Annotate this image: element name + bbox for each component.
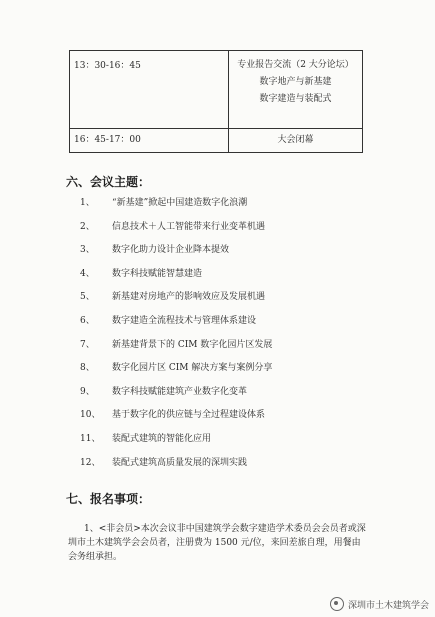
schedule-desc <box>229 129 363 153</box>
topic-text: 装配式建筑的智能化应用 <box>112 433 212 444</box>
topic-text: 新基建背景下的 CIM 数字化园片区发展 <box>112 339 273 350</box>
list-item <box>80 360 272 384</box>
topic-text: 基于数字化的供应链与全过程建设体系 <box>112 410 266 421</box>
topic-num: 2、 <box>80 221 95 232</box>
topic-num: 10、 <box>80 410 101 421</box>
schedule-row <box>70 51 363 129</box>
topic-num: 11、 <box>80 433 101 444</box>
topic-text: 信息技术＋人工智能带来行业变革机遇 <box>112 221 266 232</box>
list-item <box>80 289 272 313</box>
list-item <box>80 455 272 479</box>
topics-list <box>80 195 272 478</box>
schedule-desc <box>229 51 363 129</box>
topic-num: 1、 <box>80 198 95 208</box>
schedule-desc-line: 数字建造与装配式 <box>259 94 332 105</box>
topic-num: 6、 <box>80 315 95 326</box>
schedule-desc-line: 专业报告交流（2 大分论坛） <box>237 60 354 70</box>
wechat-icon <box>330 597 344 611</box>
schedule-desc-line: 大会闭幕 <box>277 135 314 145</box>
topic-num: 12、 <box>80 457 101 468</box>
topic-num: 3、 <box>80 245 95 256</box>
topic-text: 数字化园片区 CIM 解决方案与案例分享 <box>112 363 273 374</box>
topic-num: 7、 <box>80 339 95 350</box>
list-item <box>80 313 272 337</box>
topic-num: 9、 <box>80 386 95 397</box>
list-item <box>80 384 272 408</box>
list-item <box>80 242 272 266</box>
topic-text: 数字科技赋能建筑产业数字化变革 <box>112 386 248 397</box>
list-item <box>80 407 272 431</box>
topic-text: “新基建”掀起中国建造数字化浪潮 <box>112 198 248 208</box>
topic-text: 数字化助力设计企业降本提效 <box>112 245 230 256</box>
section7-title: 七、报名事项： <box>66 492 151 506</box>
schedule-desc-line: 数字地产与新基建 <box>259 77 332 88</box>
list-item <box>80 219 272 243</box>
schedule-time: 13：30-16：45 <box>70 51 229 129</box>
topic-text: 装配式建筑高质量发展的深圳实践 <box>112 457 248 468</box>
topic-num: 5、 <box>80 292 95 303</box>
list-item <box>80 195 272 219</box>
watermark-text: 深圳市土木建筑学会 <box>347 600 429 611</box>
schedule-table <box>69 50 363 153</box>
topic-text: 数字建造全流程技术与管理体系建设 <box>112 315 257 326</box>
registration-note: 1、<非会员>本次会议非中国建筑学会数字建造学术委员会会员者或深圳市土木建筑学会会员者，注册费为 1500 元/位，来回差旅自理，用餐由会务组承担。 <box>68 524 366 562</box>
list-item <box>80 266 272 290</box>
topic-num: 4、 <box>80 268 95 279</box>
topic-text: 新基建对房地产的影响效应及发展机遇 <box>112 292 266 303</box>
topic-num: 8、 <box>80 363 95 374</box>
schedule-row <box>70 129 363 153</box>
watermark <box>330 597 429 611</box>
schedule-time: 16：45-17：00 <box>70 129 229 153</box>
section6-title: 六、会议主题： <box>66 175 151 189</box>
list-item <box>80 337 272 361</box>
topic-text: 数字科技赋能智慧建造 <box>112 268 203 279</box>
list-item <box>80 431 272 455</box>
